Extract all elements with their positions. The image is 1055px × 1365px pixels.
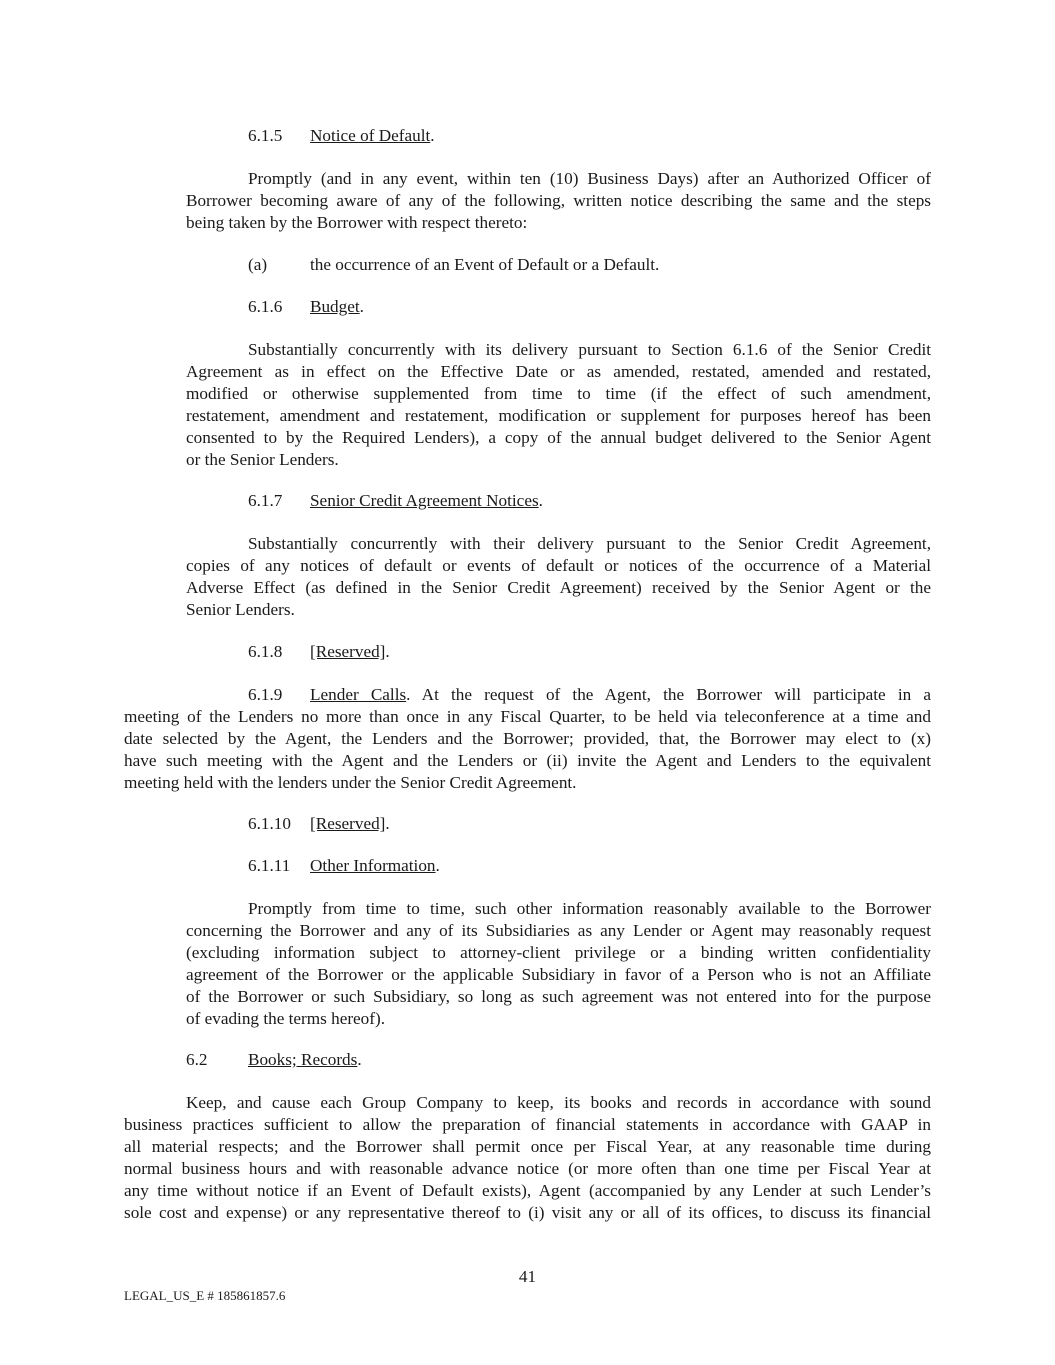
section-title: Senior Credit Agreement Notices [310,491,539,510]
section-title: [Reserved] [310,642,386,661]
section-number: 6.1.7 [248,491,283,510]
list-item-label: (a) [248,255,268,274]
section-6-1-8-heading: 6.1.8 [Reserved]. [248,642,390,661]
section-6-2-heading: 6.2 Books; Records. [186,1050,362,1069]
section-title: Budget [310,297,360,316]
section-6-1-6-heading: 6.1.6 Budget. [248,297,364,316]
section-title: Books; Records [248,1050,358,1069]
section-title: [Reserved] [310,814,386,833]
section-6-1-11-heading: 6.1.11 Other Information. [248,856,440,875]
section-6-1-10-heading: 6.1.10 [Reserved]. [248,814,390,833]
list-item-text: the occurrence of an Event of Default or a Default. [310,255,660,274]
document-id: LEGAL_US_E # 185861857.6 [124,1288,286,1303]
section-6-1-5-heading: 6.1.5 Notice of Default. [248,126,435,145]
section-6-1-7-paragraph: Substantially concurrently with their delivery pursuant to the Senior Credit Agreement, copies of any notices of default or events of default or notices of the occurrence of a Material Adverse Effect (as defined in the Senior Credit Agreement) received by the Senior Agent or the Senior Lenders. [186,534,931,619]
section-6-1-6-paragraph: Substantially concurrently with its delivery pursuant to Section 6.1.6 of the Senior Credit Agreement as in effect on the Effective Date or as amended, restated, amended and restated, modified or otherwise supplemented from time to time (if the effect of such amendment, restatement, amendment and restatement, modification or supplement for purposes hereof has been consented to by the Required Lenders), a copy of the annual budget delivered to the Senior Agent or the Senior Lenders. [186,340,931,469]
section-6-1-11-paragraph: Promptly from time to time, such other information reasonably available to the Borrower concerning the Borrower and any of its Subsidiaries as any Lender or Agent may reasonably request (excluding information subject to attorney-client privilege or a binding written confidentiality agreement of the Borrower or the applicable Subsidiary in favor of a Person who is not an Affiliate of the Borrower or such Subsidiary, so long as such agreement was not entered into for the purpose of evading the terms hereof). [186,899,931,1028]
section-6-2-paragraph: Keep, and cause each Group Company to keep, its books and records in accordance with sound business practices sufficient to allow the preparation of financial statements in accordance with GAAP in all material respects; and the Borrower shall permit once per Fiscal Year, at any reasonable time during normal business hours and with reasonable advance notice (or more often than one time per Fiscal Year at any time without notice if an Event of Default exists), Agent (accompanied by any Lender at such Lender’s sole cost and expense) or any representative thereof to (i) visit any or all of its offices, to discuss its financial [124,1093,931,1222]
section-number: 6.1.6 [248,297,283,316]
section-6-1-9-paragraph: 6.1.9 Lender Calls. At the request of the Agent, the Borrower will participate in a meeting of the Lenders no more than once in any Fiscal Quarter, to be held via teleconference at a time and date selected by the Agent, the Lenders and the Borrower; provided, that, the Borrower may elect to (x) have such meeting with the Agent and the Lenders or (ii) invite the Agent and Lenders to the equivalent meeting held with the lenders under the Senior Credit Agreement. [124,685,931,792]
list-item-a [248,254,659,276]
section-title: Other Information [310,856,436,875]
section-6-1-7-heading: 6.1.7 Senior Credit Agreement Notices. [248,491,543,510]
section-6-1-9-first-line: 6.1.9 Lender Calls. At the request of the Agent, the Borrower will participate in a [248,685,931,704]
section-title: Notice of Default [310,126,431,145]
section-6-1-5-paragraph: Promptly (and in any event, within ten (10) Business Days) after an Authorized Officer of Borrower becoming aware of any of the following, written notice describing the same and the steps being taken by the Borrower with respect thereto: [186,169,931,232]
section-number: 6.1.11 [248,856,291,875]
section-title: Lender Calls [310,685,407,704]
section-number: 6.1.9 [248,685,283,704]
page-number: 41 [518,1267,537,1286]
section-number: 6.1.10 [248,814,291,833]
section-number: 6.1.5 [248,126,283,145]
section-number: 6.1.8 [248,642,283,661]
section-number: 6.2 [186,1050,208,1069]
